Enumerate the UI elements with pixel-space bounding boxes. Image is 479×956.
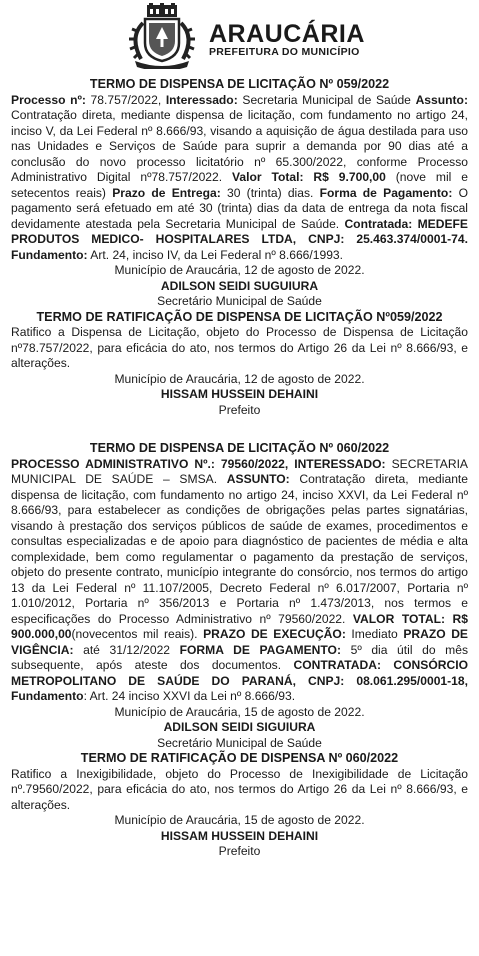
fundamento-label: Fundamento: bbox=[11, 247, 88, 262]
prazo-vigencia-label: PRAZO DE VIGÊNCIA: bbox=[11, 627, 468, 657]
section-title-ratificacao-060: TERMO DE RATIFICAÇÃO DE DISPENSA Nº 060/2022 bbox=[80, 751, 399, 765]
brand bbox=[209, 22, 365, 58]
section-spacer bbox=[11, 418, 468, 441]
signer-role: Prefeito bbox=[218, 844, 261, 858]
processo-label: Processo nº: bbox=[11, 92, 86, 107]
dispensa-059-body bbox=[11, 93, 468, 264]
processo-value: 78.757/2022, bbox=[85, 92, 166, 107]
assunto-value: Contratação direta, mediante dispensa de licitação, com fundamento no artigo 24, inciso XXVI, da Lei Federal nº 8.666/93, para estabelecer as condições de obrigações pelas partes signatárias, visando à prestação dos serviços públicos de saúde de exames, procedimentos e consultas especializadas e de apoio para diagnóstico de pacientes de média e alta complexidade, bem como regulamentar o pagamento da prestação de serviços, objeto do presente contrato, município integrante do consórcio, nos termos do artigo 13 da Lei Federal nº 11.107/2005, Decreto Federal nº 6.017/2007, Portaria nº 1.010/2012, Portaria nº 356/2013 e Portaria nº 1.473/2013, nos termos e especificações do Processo Administrativo nº 79560/2022. bbox=[11, 472, 469, 626]
section-title-dispensa-060: TERMO DE DISPENSA DE LICITAÇÃO Nº 060/2022 bbox=[89, 441, 390, 455]
prazo-vigencia-value: até 31/12/2022 bbox=[73, 642, 180, 657]
ratificacao-060-body: Ratifico a Inexigibilidade, objeto do Processo de Inexigibilidade de Licitação nº.79560/2022, para eficácia do ato, nos termos do Artigo 26 da Lei nº 8.666/93, e alterações. bbox=[11, 766, 468, 812]
interessado-label: Interessado: bbox=[165, 92, 238, 107]
forma-value: O pagamento será efetuado em até 30 (trinta) dias da data de entrega da nota fiscal devidamente atestada pela Secretaria Municipal de Saúde. bbox=[11, 185, 468, 231]
prazo-value: 30 (trinta) dias. bbox=[220, 185, 320, 200]
signer-name: HISSAM HUSSEIN DEHAINI bbox=[160, 828, 319, 843]
ratificacao-059-body: Ratifico a Dispensa de Licitação, objeto do Processo de Dispensa de Licitação nº78.757/2022, para eficácia do ato, nos termos do Artigo 26 da Lei nº 8.666/93, e alterações. bbox=[11, 325, 468, 370]
assunto-label: ASSUNTO: bbox=[226, 472, 290, 486]
assunto-label: Assunto: bbox=[415, 92, 468, 107]
prazo-execucao-label: PRAZO DE EXECUÇÃO: bbox=[203, 627, 346, 641]
valor-label: Valor Total: R$ 9.700,00 bbox=[232, 170, 386, 184]
date-line: Município de Araucária, 12 de agosto de 2022. bbox=[114, 371, 365, 386]
interessado-value: Secretaria Municipal de Saúde bbox=[237, 92, 411, 107]
section-title-dispensa-059: TERMO DE DISPENSA DE LICITAÇÃO Nº 059/2022 bbox=[89, 77, 390, 91]
valor-label: VALOR TOTAL: R$ 900.000,00 bbox=[11, 611, 468, 641]
date-line: Município de Araucária, 15 de agosto de 2022. bbox=[114, 813, 365, 827]
brand-subtitle: PREFEITURA DO MUNICÍPIO bbox=[209, 46, 360, 58]
assunto-value: Contratação direta, mediante dispensa de licitação, com fundamento no artigo 24, inciso V, da Lei Federal nº 8.666/93, visando a aquisição de água destilada para uso nas Unidades e Serviços de Saúde para suprir a demanda por 90 dias até a conclusão do novo processo licitatório nº 65.300/2022, conforme Processo Administrativo Digital nº78.757/2022. bbox=[11, 108, 468, 184]
processo-header-value: SECRETARIA MUNICIPAL DE SAÚDE – SMSA. bbox=[11, 456, 468, 486]
date-line: Município de Araucária, 15 de agosto de 2022. bbox=[114, 704, 365, 719]
date-line: Município de Araucária, 12 de agosto de 2022. bbox=[114, 263, 365, 277]
section-title-ratificacao-059: TERMO DE RATIFICAÇÃO DE DISPENSA DE LICITAÇÃO Nº059/2022 bbox=[36, 309, 443, 324]
forma-value: 5º dia útil do mês subsequente, após ateste dos documentos. bbox=[11, 642, 468, 672]
valor-value: (nove mil e setecentos reais) bbox=[11, 170, 468, 200]
processo-header-label: PROCESSO ADMINISTRATIVO Nº.: 79560/2022, INTERESSADO: bbox=[11, 456, 386, 471]
prazo-label: Prazo de Entrega: bbox=[112, 185, 221, 200]
brand-name: ARAUCÁRIA bbox=[209, 20, 365, 48]
signer-role: Secretário Municipal de Saúde bbox=[157, 735, 322, 750]
prazo-execucao-value: Imediato bbox=[345, 627, 404, 641]
document-body bbox=[11, 77, 468, 860]
signer-name: ADILSON SEIDI SUGUIURA bbox=[160, 278, 319, 293]
coat-of-arms-icon bbox=[123, 3, 201, 69]
signer-role: Prefeito bbox=[218, 402, 261, 417]
header bbox=[11, 0, 468, 72]
forma-label: FORMA DE PAGAMENTO: bbox=[179, 642, 341, 657]
fundamento-value: Art. 24, inciso IV, da Lei Federal nº 8.666/1993. bbox=[87, 247, 344, 262]
dispensa-060-body bbox=[11, 457, 468, 705]
forma-label: Forma de Pagamento: bbox=[319, 185, 453, 200]
contratada-label: CONTRATADA: CONSÓRCIO METROPOLITANO DE SAÚDE DO PARANÁ, CNPJ: 08.061.295/0001-18, Fundamento bbox=[11, 658, 468, 703]
valor-value: (novecentos mil reais). bbox=[71, 627, 204, 641]
contratada-label: Contratada: MEDEFE PRODUTOS MEDICO- HOSPITALARES LTDA, CNPJ: 25.463.374/0001-74. bbox=[11, 216, 468, 246]
signer-name: HISSAM HUSSEIN DEHAINI bbox=[160, 387, 319, 401]
signer-name: ADILSON SEIDI SIGUIURA bbox=[163, 720, 316, 734]
signer-role: Secretário Municipal de Saúde bbox=[157, 294, 322, 308]
contratada-value: : Art. 24 inciso XXVI da Lei nº 8.666/93. bbox=[83, 689, 296, 703]
